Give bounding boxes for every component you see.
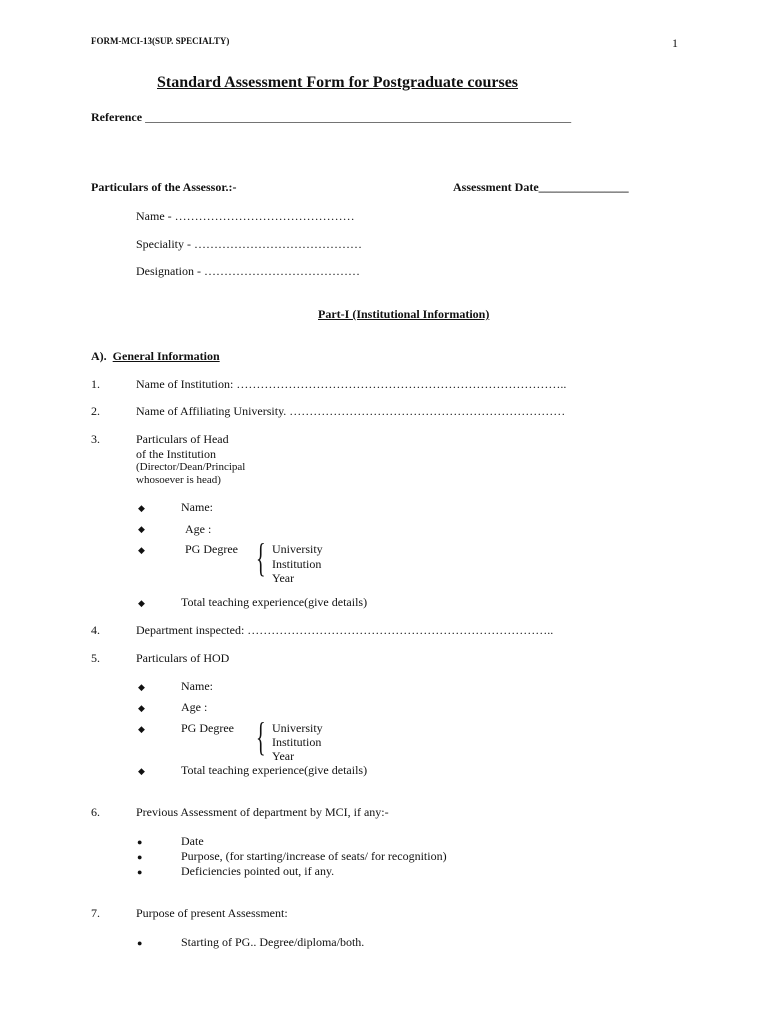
hod-name-field[interactable]: Name: — [181, 679, 213, 693]
dot-bullet-icon: ● — [137, 837, 143, 847]
diamond-bullet-icon: ◆ — [138, 766, 145, 776]
hod-pg-degree-label: PG Degree — [181, 721, 234, 735]
item-2-number: 2. — [91, 404, 100, 418]
dot-bullet-icon: ● — [137, 852, 143, 862]
head-heading-line2: of the Institution — [136, 447, 216, 461]
hod-year-field[interactable]: Year — [272, 749, 295, 763]
assessor-heading: Particulars of the Assessor.:- — [91, 180, 237, 194]
section-a-label: General Information — [112, 349, 220, 363]
head-year-field[interactable]: Year — [272, 571, 295, 585]
affiliating-university-field[interactable]: Name of Affiliating University. …………………………………………………………… — [136, 404, 566, 418]
dot-bullet-icon: ● — [137, 867, 143, 877]
department-inspected-field[interactable]: Department inspected: ………………………………………………………………….. — [136, 623, 554, 637]
previous-deficiencies-field[interactable]: Deficiencies pointed out, if any. — [181, 864, 335, 878]
diamond-bullet-icon: ◆ — [138, 724, 145, 734]
starting-pg-field[interactable]: Starting of PG.. Degree/diploma/both. — [181, 935, 365, 949]
hod-institution-field[interactable]: Institution — [272, 735, 322, 749]
head-heading-line4: whosoever is head) — [136, 474, 221, 486]
head-age-field[interactable]: Age : — [185, 522, 212, 536]
head-heading-line1: Particulars of Head — [136, 432, 229, 446]
item-3-number: 3. — [91, 432, 100, 446]
reference-label: Reference — [91, 110, 143, 124]
head-institution-field[interactable]: Institution — [272, 557, 322, 571]
reference-row — [91, 110, 571, 125]
item-7-number: 7. — [91, 906, 100, 920]
item-5-number: 5. — [91, 651, 100, 665]
part-one-heading: Part-I (Institutional Information) — [318, 307, 490, 321]
hod-heading: Particulars of HOD — [136, 651, 230, 665]
assessment-date-field[interactable]: Assessment Date_______________ — [453, 180, 629, 194]
present-assessment-heading: Purpose of present Assessment: — [136, 906, 288, 920]
head-experience-field[interactable]: Total teaching experience(give details) — [181, 595, 368, 609]
form-code: FORM-MCI-13(SUP. SPECIALTY) — [91, 36, 230, 46]
item-4-number: 4. — [91, 623, 100, 637]
head-name-field[interactable]: Name: — [181, 500, 213, 514]
assessor-name-field[interactable]: Name - ……………………………………… — [136, 209, 355, 223]
diamond-bullet-icon: ◆ — [138, 503, 145, 513]
head-heading-line3: (Director/Dean/Principal — [136, 461, 246, 473]
dot-bullet-icon: ● — [137, 938, 143, 948]
diamond-bullet-icon: ◆ — [138, 598, 145, 608]
reference-field[interactable]: _______________________________________________________________________ — [145, 110, 572, 124]
previous-purpose-field[interactable]: Purpose, (for starting/increase of seats/ for recognition) — [181, 849, 447, 863]
section-a-heading — [91, 349, 220, 364]
assessor-speciality-field[interactable]: Speciality - …………………………………… — [136, 237, 362, 251]
assessor-designation-field[interactable]: Designation - ………………………………… — [136, 264, 360, 278]
diamond-bullet-icon: ◆ — [138, 545, 145, 555]
brace-icon: { — [256, 535, 266, 580]
hod-age-field[interactable]: Age : — [181, 700, 208, 714]
previous-date-field[interactable]: Date — [181, 834, 204, 848]
item-1-number: 1. — [91, 377, 100, 391]
page-title: Standard Assessment Form for Postgraduate courses — [157, 74, 519, 91]
diamond-bullet-icon: ◆ — [138, 682, 145, 692]
diamond-bullet-icon: ◆ — [138, 524, 145, 534]
previous-assessment-heading: Previous Assessment of department by MCI, if any:- — [136, 805, 389, 819]
institution-name-field[interactable]: Name of Institution: ……………………………………………………………………….. — [136, 377, 567, 391]
head-pg-degree-label: PG Degree — [185, 542, 238, 556]
head-university-field[interactable]: University — [272, 542, 323, 556]
item-6-number: 6. — [91, 805, 100, 819]
hod-experience-field[interactable]: Total teaching experience(give details) — [181, 763, 368, 777]
section-a-prefix: A). — [91, 349, 107, 363]
brace-icon: { — [256, 714, 266, 759]
page-number: 1 — [672, 36, 678, 50]
hod-university-field[interactable]: University — [272, 721, 323, 735]
diamond-bullet-icon: ◆ — [138, 703, 145, 713]
